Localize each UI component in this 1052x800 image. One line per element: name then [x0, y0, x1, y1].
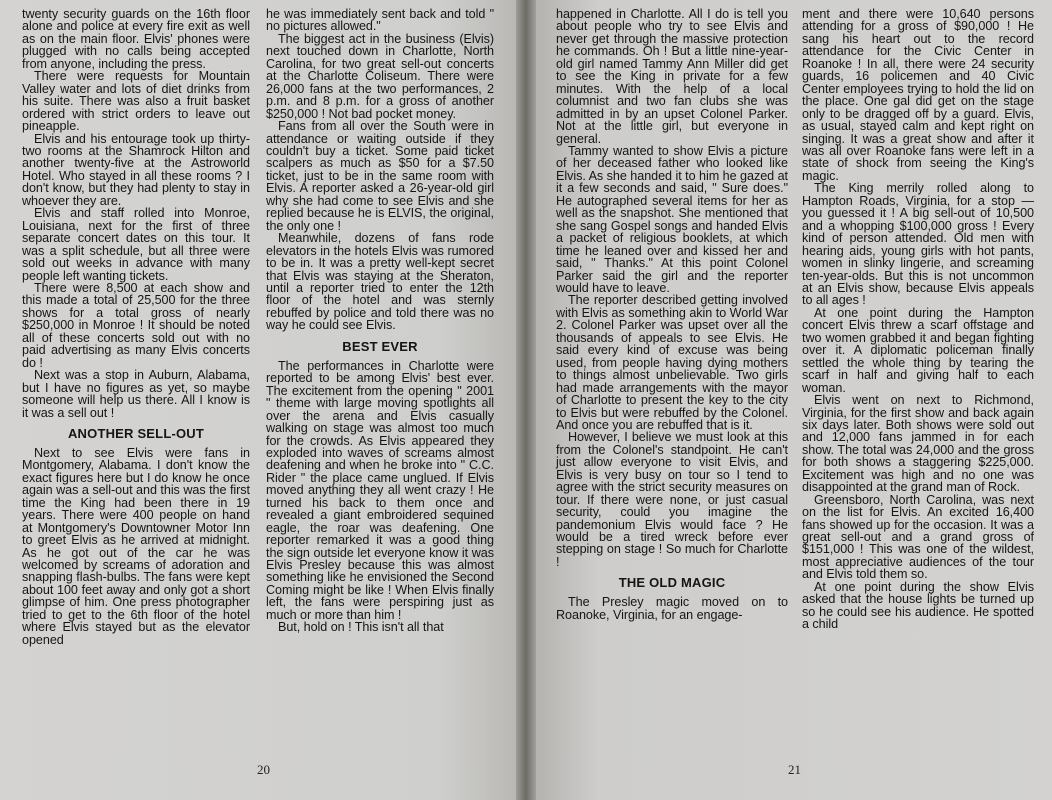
- paragraph: he was immediately sent back and told " no pictures allowed.": [266, 7, 494, 34]
- paragraph: Next to see Elvis were fans in Montgomery, Alabama. I don't know the exact figures here but I do know he once again was a sell-out and this was the first time the King had been there in 19 years. There were 400 people on hand at Montgomery's Downtowner Motor Inn to greet Elvis as he arrived at midnight. As he got out of the car he was welcomed by screams of adoration and snapping flash-bulbs. The fans were kept about 100 feet away and only got a short glimpse of him. One press photographer tried to get to the 6th floor of the hotel where Elvis stayed but as the elevator opened: [22, 445, 250, 647]
- paragraph: There were requests for Mountain Valley water and lots of diet drinks from his suite. There was also a fruit basket ordered with strict orders to leave out pineapple.: [22, 69, 250, 134]
- page-number: 21: [788, 762, 801, 777]
- paragraph: ment and there were 10,640 persons attending for a gross of $90,000 ! He sang his heart out to the record attendance for the Civic Center in Roanoke ! In all, there were 24 security guards, 16 policemen and 40 Civic Center employees trying to hold the lid on the place. One gal did get on the stage only to be dragged off by a guard. Elvis, as usual, stayed calm and kept right on singing. It was a great show and after it was all over Roanoke fans were left in a state of shock from seeing the King's magic.: [802, 7, 1034, 183]
- paragraph: Fans from all over the South were in attendance or waiting outside if they couldn't buy a ticket. Some paid ticket scalpers as much as $50 for a $7.50 ticket, just to be in the same room with Elvis. A reporter asked a 26-year-old girl why she had come to see Elvis and she replied because he is ELVIS, the original, the only one !: [266, 119, 494, 233]
- left-page-column-1: [22, 8, 250, 646]
- section-heading: ANOTHER SELL-OUT: [67, 425, 205, 441]
- paragraph: The Presley magic moved on to Roanoke, Virginia, for an engage-: [556, 595, 788, 622]
- paragraph: Elvis and staff rolled into Monroe, Louisiana, next for the first of three separate concert dates on this tour. It was a split schedule, but all three were sold out weeks in advance with many people left wanting tickets.: [22, 206, 250, 283]
- left-page: [0, 0, 516, 800]
- page-number: 20: [257, 762, 270, 777]
- paragraph: However, I believe we must look at this from the Colonel's standpoint. He can't just allow everyone to visit Elvis, and Elvis is very busy on tour so I tend to agree with the strict security measures on tour. If there were none, or just casual security, could you imagine the pandemonium Elvis would face ? He would be a tired wreck before ever stepping on stage ! So much for Charlotte !: [556, 430, 788, 569]
- paragraph: The biggest act in the business (Elvis) next touched down in Charlotte, North Carolina, for two great sell-out concerts at the Charlotte Coliseum. There were 26,000 fans at the two performances, 2 p.m. and 8 p.m. for a gross of another $250,000 ! Not bad pocket money.: [266, 31, 494, 121]
- paragraph: There were 8,500 at each show and this made a total of 25,500 for the three shows for a total gross of nearly $250,000 in Monroe ! It should be noted all of these concerts sold out with no paid advertising as many Elvis concerts do !: [22, 280, 250, 370]
- left-page-columns: [22, 8, 494, 646]
- left-page-column-2: [266, 8, 494, 646]
- paragraph: Meanwhile, dozens of fans rode elevators in the hotels Elvis was rumored to be in. It was a pretty well-kept secret that Elvis was staying at the Sheraton, until a reporter tried to enter the 12th floor of the hotel and was sternly rebuffed by police and told there was no way he could see Elvis.: [266, 231, 494, 333]
- paragraph: Next was a stop in Auburn, Alabama, but I have no figures as yet, so maybe someone will help us there. All I know is it was a sell out !: [22, 368, 250, 420]
- paragraph: At one point during the show Elvis asked that the house lights be turned up so he could see his audience. He spotted a child: [802, 579, 1034, 632]
- book-gutter: [516, 0, 536, 800]
- right-page-column-1: [556, 8, 788, 631]
- paragraph: The performances in Charlotte were reported to be among Elvis' best ever. The excitement from the opening " 2001 " theme with large moving spotlights all over the arena and Elvis casually walking on stage was almost too much for the crowds. As Elvis appeared they exploded into waves of screams almost deafening and when he broke into " C.C. Rider " the place came unglued. If Elvis moved anything they all went crazy ! He turned his back to them once and revealed a giant embroidered sequined eagle, the roar was deafening. One reporter remarked it was a good thing the sign outside let everyone know it was Elvis Presley because this was almost something like he envisioned the Second Coming might be like ! When Elvis finally left, the fans were perspiring just as much or more than him !: [266, 358, 494, 622]
- paragraph: The reporter described getting involved with Elvis as something akin to World War 2. Colonel Parker was upset over all the thousands of appeals to see Elvis. He said every kind of excuse was being used, from people having dying mothers to things almost unbelievable. Two girls had made arrangements with the mayor of Charlotte to present the key to the city to Elvis but were rebuffed by the Colonel. And once you are rebuffed that is it.: [556, 293, 788, 432]
- right-page-column-2: [802, 8, 1034, 631]
- paragraph: happened in Charlotte. All I do is tell you about people who try to see Elvis and never get through the massive protection he commands. Oh ! But a little nine-year-old girl named Tammy Ann Miller did get to see the King in private for a few minutes. With the help of a local columnist and two fan clubs she was admitted in by an upset Colonel Parker. Not at the little girl, but everyone in general.: [556, 7, 788, 146]
- paragraph: The King merrily rolled along to Hampton Roads, Virginia, for a stop — you guessed it ! A big sell-out of 10,500 and a whopping $100,000 gross ! Every kind of person attended. Old men with hearing aids, young girls with hot pants, women in slinky lingerie, and screaming ten-year-olds. But this is not uncommon at an Elvis show, because Elvis appeals to all ages !: [802, 181, 1034, 308]
- paragraph: But, hold on ! This isn't all that: [278, 620, 444, 635]
- paragraph: Elvis went on next to Richmond, Virginia, for the first show and back again six days later. Both shows were sold out and 12,000 fans jammed in for each show. The total was 24,000 and the gross for both shows a staggering $225,000. Excitement was high and no one was disappointed at the grand man of Rock.: [802, 393, 1034, 495]
- section-heading: THE OLD MAGIC: [618, 575, 726, 591]
- right-page: [536, 0, 1052, 800]
- right-page-columns: [556, 8, 1034, 631]
- paragraph: Tammy wanted to show Elvis a picture of her deceased father who looked like Elvis. As she handed it to him he gazed at it a few seconds and said, " Sure does." He autographed several items for her as well as the snapshot. She mentioned that she sang Gospel songs and handed Elvis a packet of religious booklets, at which time he leaned over and kissed her and said, " Thanks." At this point Colonel Parker said the girl and the reporter would have to leave.: [556, 143, 788, 295]
- paragraph: Greensboro, North Carolina, was next on the list for Elvis. An excited 16,400 fans showed up for the occasion. It was a great sell-out and a grand gross of $151,000 ! This was one of the wildest, most appreciative audiences of the tour and Elvis told them so.: [802, 492, 1034, 582]
- paragraph: twenty security guards on the 16th floor alone and police at every fire exit as well as on the main floor. Elvis' phones were plugged with no calls being accepted from anyone, including the press.: [22, 7, 250, 71]
- paragraph: Elvis and his entourage took up thirty-two rooms at the Shamrock Hilton and another twenty-five at the Astroworld Hotel. Who stayed in all these rooms ? I don't know, but they had plenty to stay in whoever they are.: [22, 131, 250, 208]
- paragraph: At one point during the Hampton concert Elvis threw a scarf offstage and two women grabbed it and began fighting over it. A diplomatic policeman finally settled the whole thing by tearing the scarf in half and giving half to each woman.: [802, 305, 1034, 395]
- section-heading: BEST EVER: [342, 338, 418, 354]
